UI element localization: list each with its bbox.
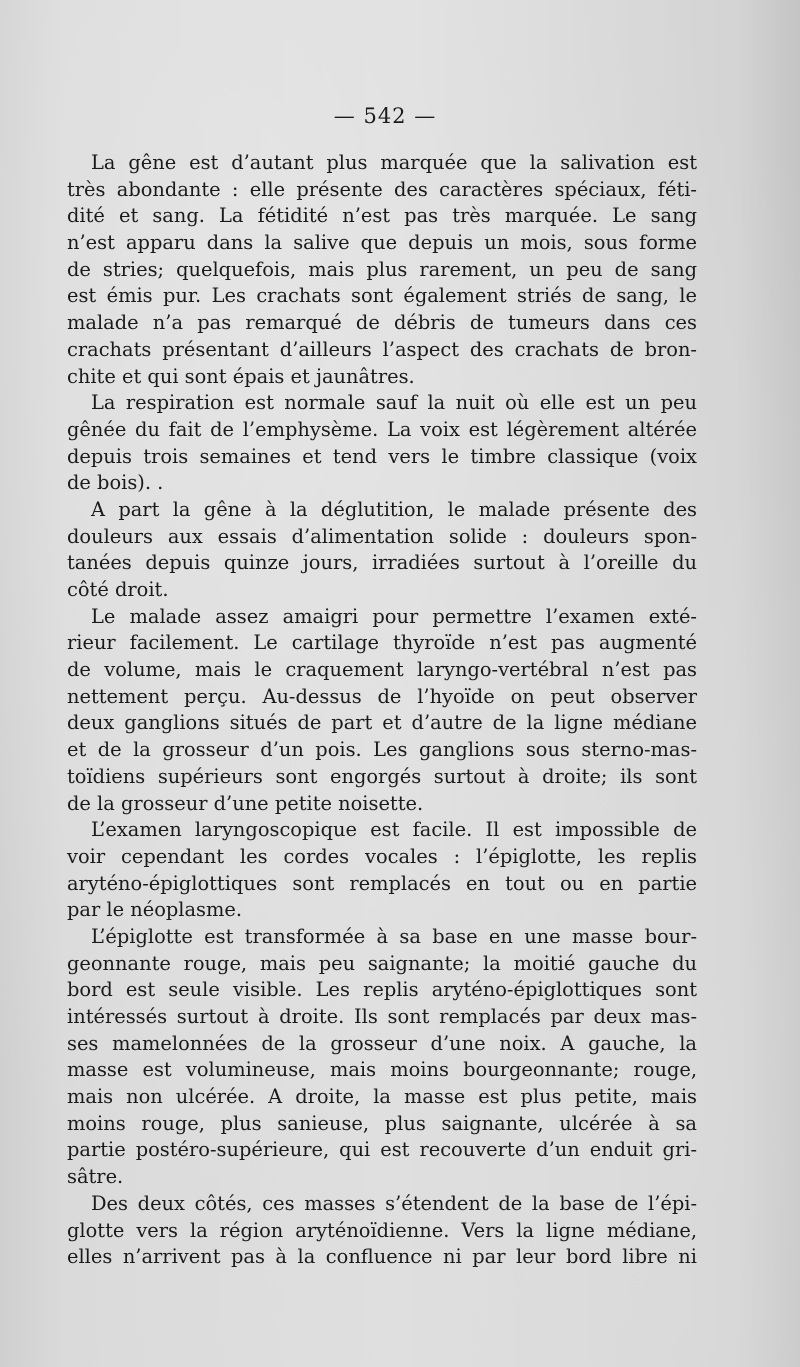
text-line: masse est volumineuse, mais moins bourgeonnante; rouge, xyxy=(67,1058,697,1082)
paragraph xyxy=(67,924,697,1191)
text-line: par le néoplasme. xyxy=(67,898,243,922)
text-line: dité et sang. La fétidité n’est pas très marquée. Le sang xyxy=(67,204,697,228)
text-line: bord est seule visible. Les replis aryténo-épiglottiques sont xyxy=(67,978,697,1002)
text-line: et de la grosseur d’un pois. Les ganglions sous sterno-mas- xyxy=(67,738,697,762)
paragraph xyxy=(67,604,697,818)
text-line: n’est apparu dans la salive que depuis un mois, sous forme xyxy=(67,231,697,255)
text-line: mais non ulcérée. A droite, la masse est plus petite, mais xyxy=(67,1085,697,1109)
paragraph xyxy=(67,497,697,604)
text-line: malade n’a pas remarqué de débris de tumeurs dans ces xyxy=(67,311,697,335)
page-number: — 542 — xyxy=(333,104,437,128)
text-line: gênée du fait de l’emphysème. La voix est légèrement altérée xyxy=(67,417,697,441)
text-line: partie postéro-supérieure, qui est recouverte d’un enduit gri- xyxy=(67,1138,697,1162)
text-line: ses mamelonnées de la grosseur d’une noix. A gauche, la xyxy=(67,1031,697,1055)
text-line: très abondante : elle présente des caractères spéciaux, féti- xyxy=(67,177,697,201)
body-text xyxy=(67,150,697,1271)
text-line: La gêne est d’autant plus marquée que la salivation est xyxy=(91,151,697,174)
text-line: toïdiens supérieurs sont engorgés surtout à droite; ils sont xyxy=(67,764,697,788)
text-line: Des deux côtés, ces masses s’étendent de la base de l’épi- xyxy=(91,1191,697,1215)
text-line: Le malade assez amaigri pour permettre l’examen exté- xyxy=(91,604,697,628)
text-line: moins rouge, plus sanieuse, plus saignante, ulcérée à sa xyxy=(67,1111,697,1135)
text-line: glotte vers la région aryténoïdienne. Vers la ligne médiane, xyxy=(67,1218,697,1242)
text-line: de volume, mais le craquement laryngo-vertébral n’est pas xyxy=(67,658,697,682)
text-line: geonnante rouge, mais peu saignante; la moitié gauche du xyxy=(67,951,697,975)
paragraph xyxy=(67,1191,697,1271)
text-line: aryténo-épiglottiques sont remplacés en tout ou en partie xyxy=(67,871,697,895)
text-line: L’épiglotte est transformée à sa base en une masse bour- xyxy=(91,924,697,948)
text-line: intéressés surtout à droite. Ils sont remplacés par deux mas- xyxy=(67,1005,697,1028)
text-line: elles n’arrivent pas à la confluence ni par leur bord libre ni xyxy=(67,1245,697,1269)
paragraph xyxy=(67,390,697,497)
text-line: côté droit. xyxy=(67,578,169,601)
text-line: nettement perçu. Au-dessus de l’hyoïde on peut observer xyxy=(67,684,697,708)
text-line: chite et qui sont épais et jaunâtres. xyxy=(67,364,415,388)
text-line: crachats présentant d’ailleurs l’aspect des crachats de bron- xyxy=(67,337,697,361)
text-line: est émis pur. Les crachats sont également striés de sang, le xyxy=(67,284,697,308)
text-line: depuis trois semaines et tend vers le timbre classique (voix xyxy=(67,444,697,468)
text-line: douleurs aux essais d’alimentation solide : douleurs spon- xyxy=(67,524,697,548)
text-line: La respiration est normale sauf la nuit où elle est un peu xyxy=(91,391,697,415)
text-line: voir cependant les cordes vocales : l’épiglotte, les replis xyxy=(67,844,697,868)
text-line: tanées depuis quinze jours, irradiées surtout à l’oreille du xyxy=(67,551,697,575)
text-line: rieur facilement. Le cartilage thyroïde n’est pas augmenté xyxy=(67,631,697,655)
paragraph xyxy=(67,817,697,924)
text-line: L’examen laryngoscopique est facile. Il est impossible de xyxy=(91,818,697,842)
text-line: A part la gêne à la déglutition, le malade présente des xyxy=(91,497,697,521)
text-line: de la grosseur d’une petite noisette. xyxy=(67,791,424,815)
paragraph xyxy=(67,150,697,390)
text-line: sâtre. xyxy=(67,1165,124,1189)
text-line: de stries; quelquefois, mais plus rarement, un peu de sang xyxy=(67,257,697,281)
text-line: deux ganglions situés de part et d’autre de la ligne médiane xyxy=(67,711,697,735)
text-line: de bois). . xyxy=(67,471,164,495)
